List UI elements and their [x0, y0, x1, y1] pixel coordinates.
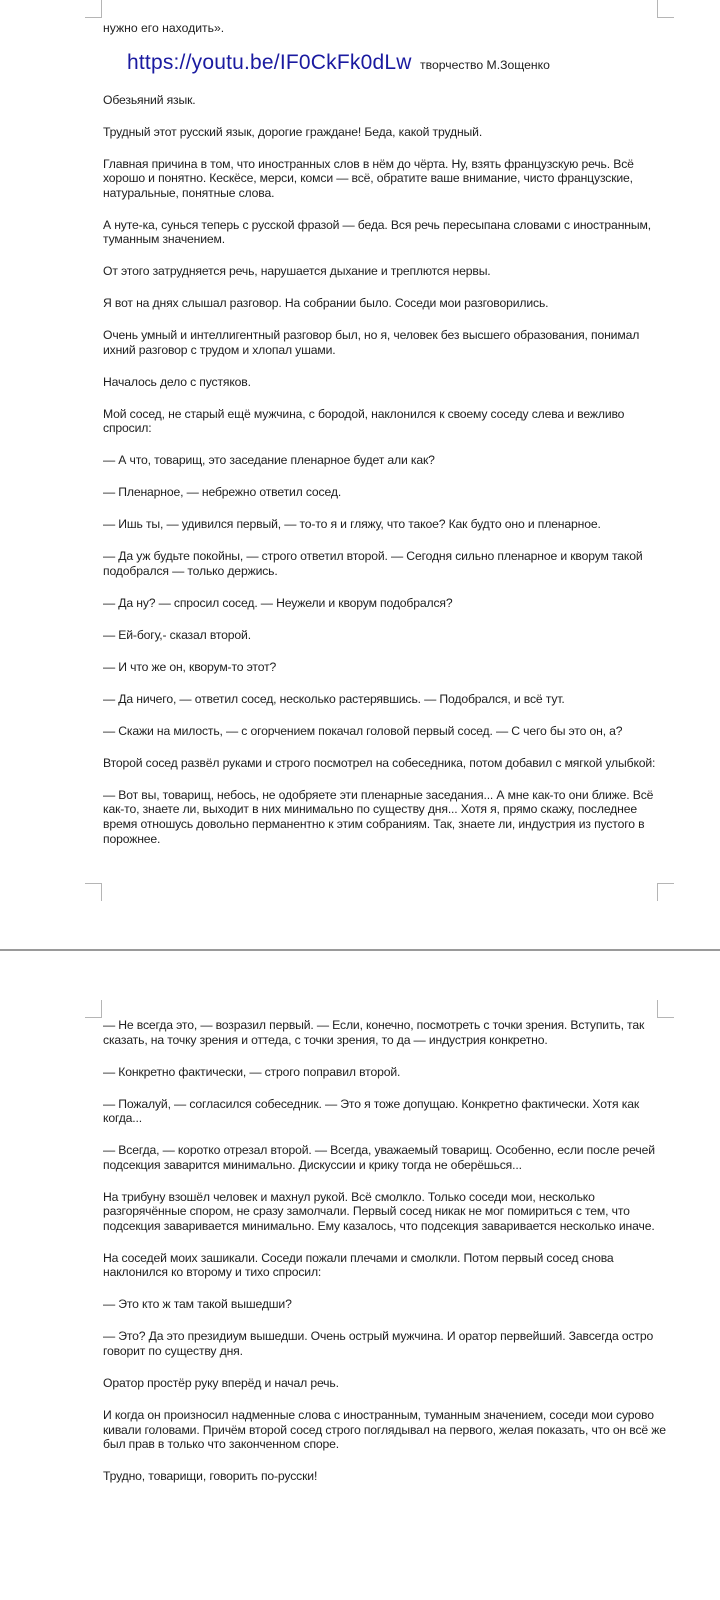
paragraph: — Да ничего, — ответил сосед, несколько растерявшись. — Подобрался, и всё тут.: [103, 691, 565, 706]
paragraph: Очень умный и интеллигентный разговор был, но я, человек без высшего образования, понимал ихний разговор с трудом и хлопал ушами.: [103, 328, 640, 357]
paragraph: Трудно, товарищи, говорить по-русски!: [103, 1469, 318, 1484]
page-1-paragraphs: [103, 93, 673, 847]
page-2-paragraphs: [103, 1018, 673, 1484]
paragraph: — Всегда, — коротко отрезал второй. — Всегда, уважаемый товарищ. Особенно, если после речей подсекция заварится минимально. Дискуссии и крику тогда не оберёшься...: [103, 1143, 655, 1172]
margin-corner-mark: [85, 883, 102, 901]
margin-corner-mark: [85, 1000, 102, 1018]
margin-corner-mark: [657, 883, 674, 901]
video-link-line: [103, 49, 673, 79]
page-1-text: [103, 21, 673, 864]
paragraph: — Да уж будьте покойны, — строго ответил второй. — Сегодня сильно пленарное и кворум такой подобрался — только держись.: [103, 549, 643, 578]
intro-fragment: нужно его находить».: [103, 21, 225, 35]
document-page-2: [0, 952, 720, 1600]
page-2-text: [103, 1018, 673, 1501]
paragraph: От этого затрудняется речь, нарушается дыхание и треплются нервы.: [103, 264, 491, 279]
margin-corner-mark: [657, 0, 674, 18]
margin-corner-mark: [85, 0, 102, 18]
margin-corner-mark: [657, 1000, 674, 1018]
paragraph: — Ишь ты, — удивился первый, — то-то я и гляжу, что такое? Как будто оно и пленарное.: [103, 517, 601, 532]
paragraph: — Да ну? — спросил сосед. — Неужели и кворум подобрался?: [103, 595, 453, 610]
youtube-link[interactable]: https://youtu.be/IF0CkFk0dLw: [127, 50, 412, 74]
paragraph: А нуте-ка, сунься теперь с русской фразой — беда. Вся речь пересыпана словами с иностранным, туманным значением.: [103, 217, 651, 247]
paragraph: Главная причина в том, что иностранных слов в нём до чёрта. Ну, взять французскую речь. Всё хорошо и понятно. Кескёсе, мерси, комси — всё, обратите ваше внимание, чисто французские, натуральные, понятные слова.: [103, 156, 634, 200]
paragraph: Я вот на днях слышал разговор. На собрании было. Соседи мои разговорились.: [103, 296, 549, 311]
paragraph: Второй сосед развёл руками и строго посмотрел на собеседника, потом добавил с мягкой улыбкой:: [103, 755, 656, 770]
paragraph: — Это кто ж там такой вышедши?: [103, 1297, 292, 1312]
paragraph: — Конкретно фактически, — строго поправил второй.: [103, 1064, 401, 1079]
paragraph: Обезьяний язык.: [103, 92, 196, 107]
paragraph: — Не всегда это, — возразил первый. — Если, конечно, посмотреть с точки зрения. Вступить, так сказать, на точку зрения и оттеда, с точки зрения, то да — индустрия конкретно.: [103, 1018, 645, 1047]
paragraph: — А что, товарищ, это заседание пленарное будет али как?: [103, 453, 435, 468]
paragraph: — Ей-богу,- сказал второй.: [103, 627, 251, 642]
paragraph: На соседей моих зашикали. Соседи пожали плечами и смолкли. Потом первый сосед снова наклонился ко второму и тихо спросил:: [103, 1250, 614, 1280]
paragraph: Трудный этот русский язык, дорогие граждане! Беда, какой трудный.: [103, 124, 483, 139]
paragraph: Началось дело с пустяков.: [103, 374, 251, 389]
paragraph: — Пожалуй, — согласился собеседник. — Это я тоже допущаю. Конкретно фактически. Хотя как когда...: [103, 1096, 639, 1126]
page-divider: [0, 949, 720, 951]
paragraph: Мой сосед, не старый ещё мужчина, с бородой, наклонился к своему соседу слева и вежливо спросил:: [103, 406, 625, 436]
paragraph: — Это? Да это президиум вышедши. Очень острый мужчина. И оратор первейший. Завсегда остро говорит по существу дня.: [103, 1329, 654, 1359]
paragraph: Оратор простёр руку вперёд и начал речь.: [103, 1376, 339, 1391]
paragraph: На трибуну взошёл человек и махнул рукой. Всё смолкло. Только соседи мои, несколько разгорячённые спором, не сразу замолчали. Первый сосед никак не мог помириться с тем, что подсекция заваривается минимально. Ему казалось, что подсекция заваривается несколько иначе.: [103, 1189, 655, 1233]
paragraph: — Скажи на милость, — с огорчением покачал головой первый сосед. — С чего бы это он, а?: [103, 723, 623, 738]
link-caption: творчество М.Зощенко: [420, 57, 550, 72]
paragraph: И когда он произносил надменные слова с иностранным, туманным значением, соседи мои сурово кивали головами. Причём второй сосед строго поглядывал на первого, желая показать, что он всё же был прав в только что законченном споре.: [103, 1408, 666, 1452]
paragraph: — И что же он, кворум-то этот?: [103, 659, 277, 674]
paragraph: — Вот вы, товарищ, небось, не одобряете эти пленарные заседания... А мне как-то они ближе. Всё как-то, знаете ли, выходит в них минимально по существу дня... Хотя я, прямо скажу, последнее время отношусь довольно перманентно к этим собраниям. Так, знаете ли, индустрия из пустого в порожнее.: [103, 787, 654, 846]
paragraph: — Пленарное, — небрежно ответил сосед.: [103, 485, 342, 500]
